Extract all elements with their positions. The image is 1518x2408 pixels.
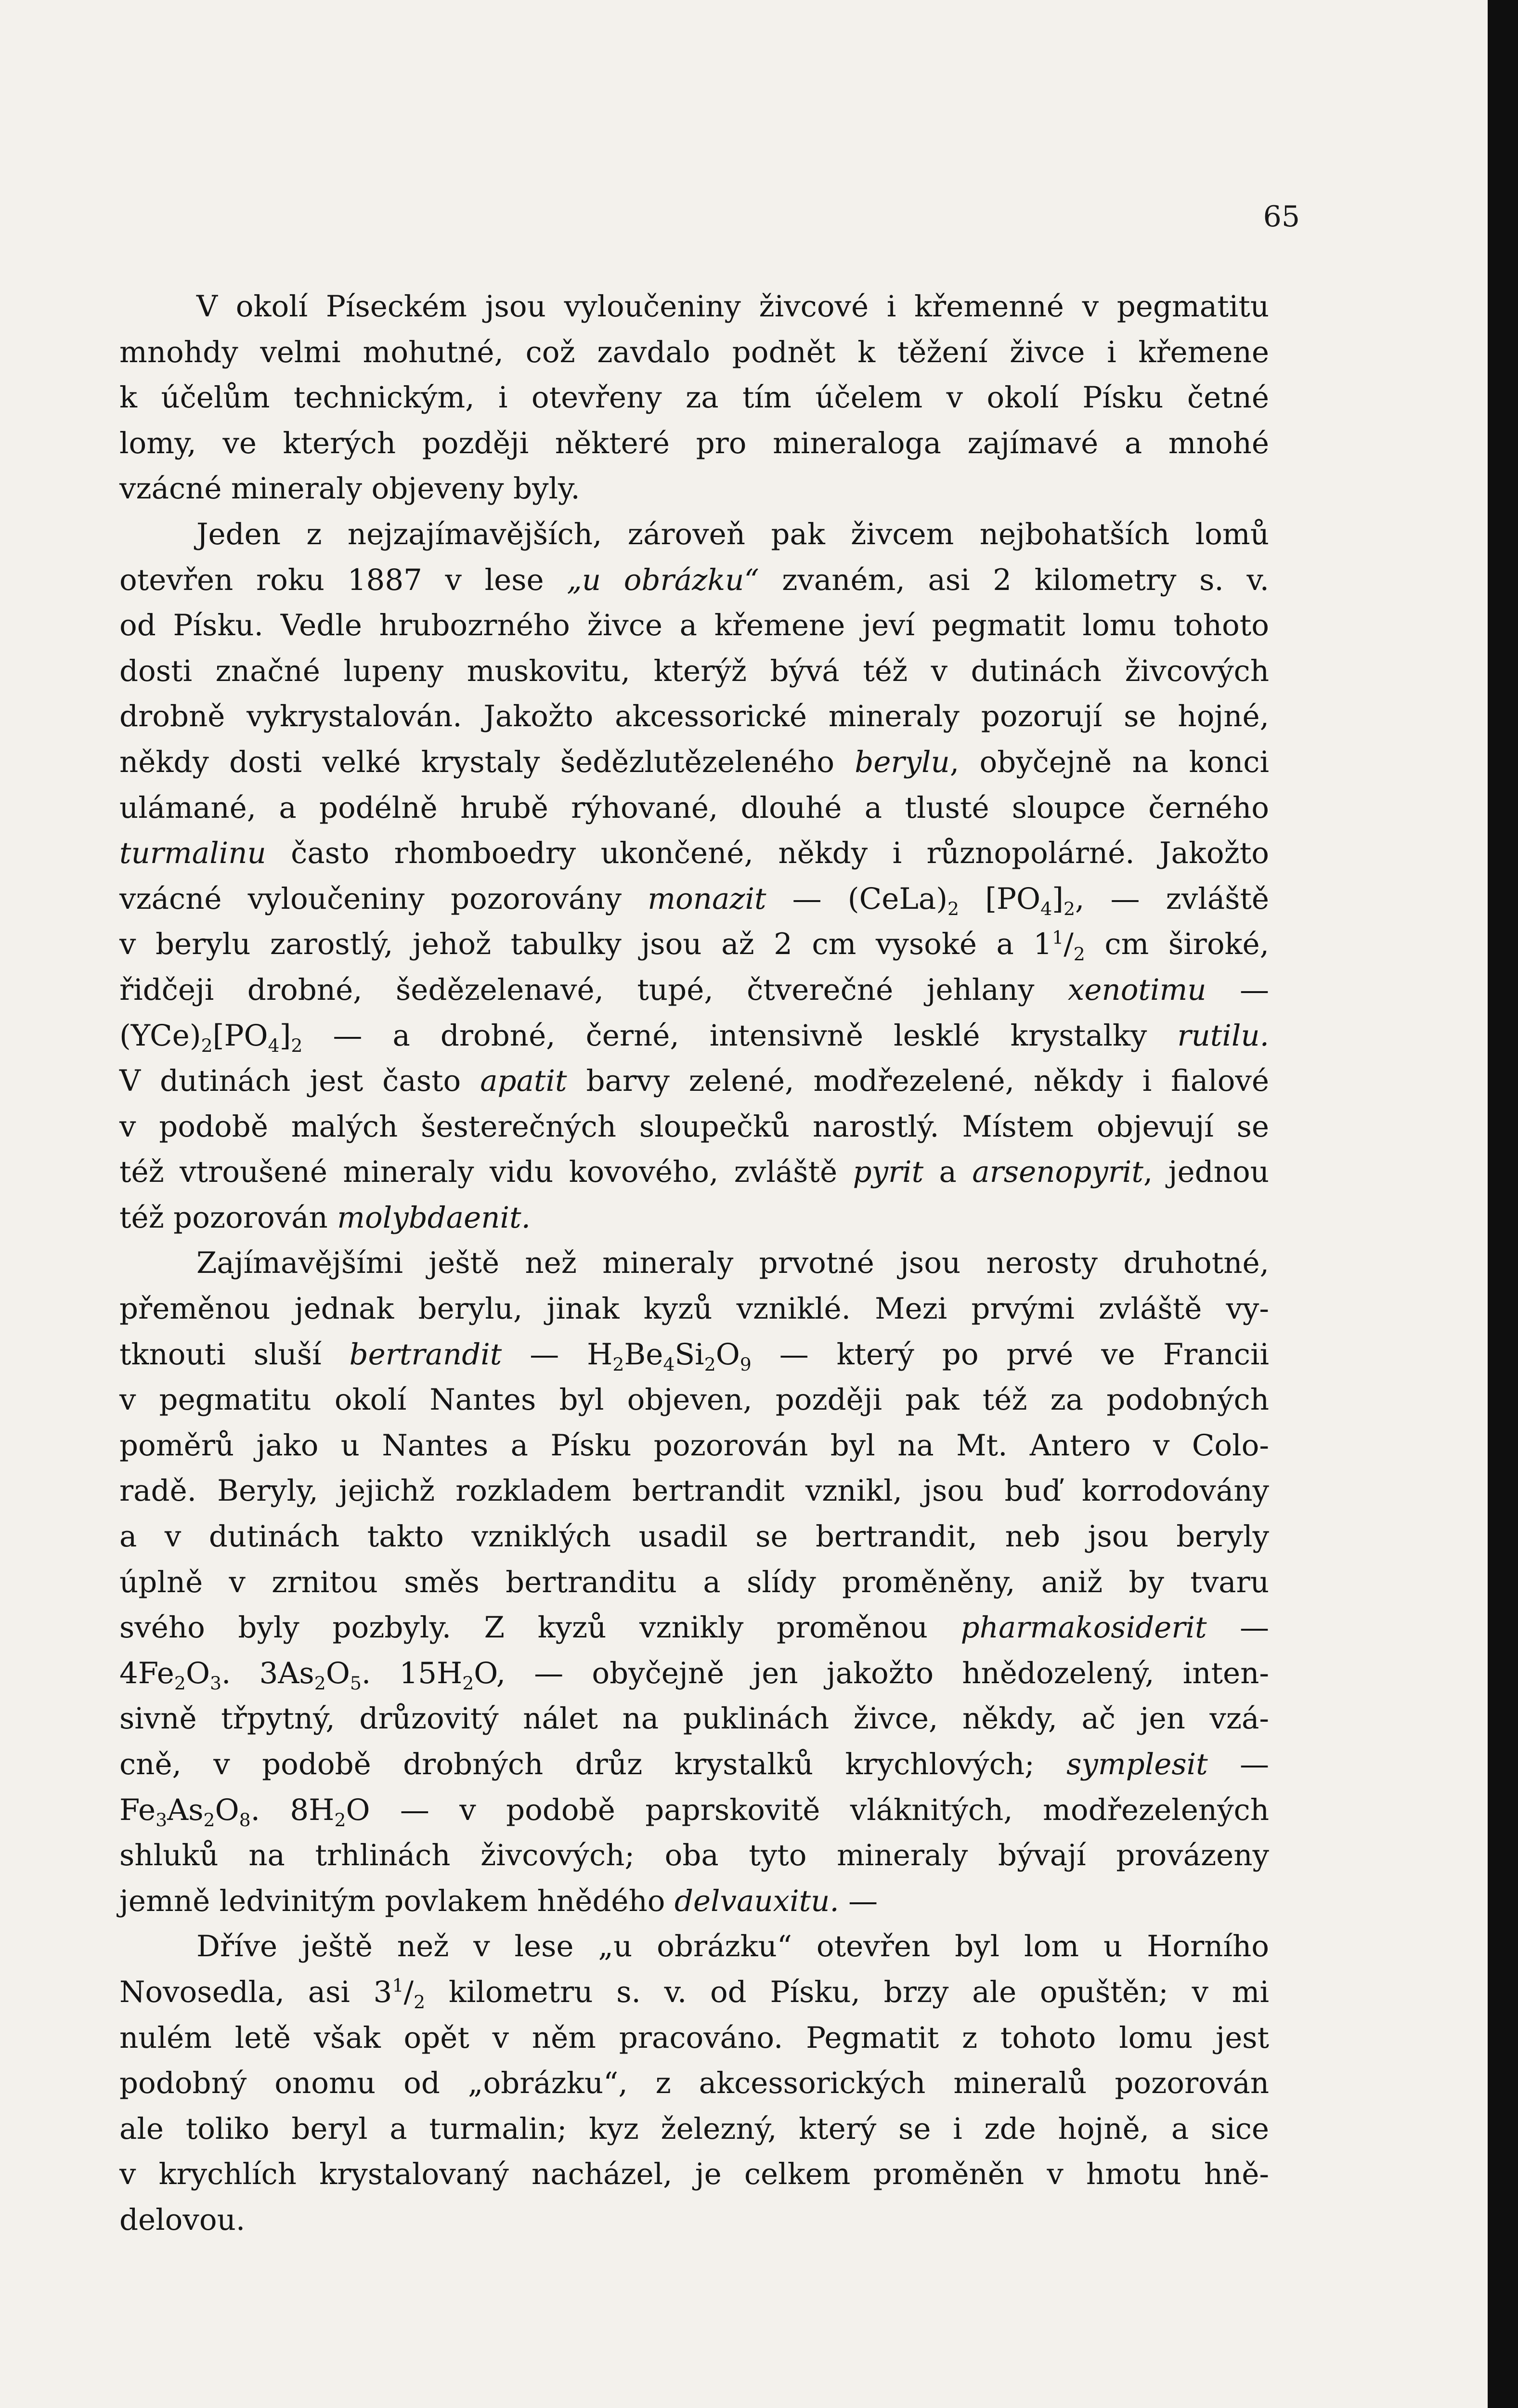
text-line bbox=[119, 1468, 1269, 1514]
text-run: též vtroušené mineraly vidu kovového, zvláště bbox=[119, 1155, 853, 1190]
text-line bbox=[119, 2061, 1269, 2107]
text-line bbox=[119, 694, 1269, 740]
text-run: od Písku. Vedle hrubozrného živce a křemene jeví pegmatit lomu tohoto bbox=[119, 608, 1269, 643]
text-line bbox=[119, 375, 1269, 421]
text-run: V dutinách jest často bbox=[119, 1064, 480, 1099]
subscript: 2 bbox=[947, 898, 960, 919]
subscript: 4 bbox=[663, 1353, 675, 1375]
text-run: Novosedla, asi 3 bbox=[119, 1975, 392, 2009]
subscript: 2 bbox=[174, 1673, 186, 1694]
text-line bbox=[119, 2198, 1269, 2243]
text-run: — který po prvé ve Francii bbox=[751, 1337, 1269, 1372]
italic-term: „u obrázku“ bbox=[567, 563, 759, 597]
subscript: 2 bbox=[291, 1034, 303, 1056]
text-run: často rhomboedry ukončené, někdy i různopolárné. Jakožto bbox=[266, 836, 1269, 871]
text-run: v podobě malých šesterečných sloupečků narostlý. Místem objevují se bbox=[119, 1109, 1269, 1144]
italic-term: molybdaenit. bbox=[337, 1200, 531, 1235]
text-run: též pozorován bbox=[119, 1200, 337, 1235]
text-run: řidčeji drobné, šedězelenavé, tupé, čtverečné jehlany bbox=[119, 972, 1068, 1007]
italic-term: apatit bbox=[480, 1064, 567, 1099]
subscript: 4 bbox=[1040, 898, 1052, 919]
body-text bbox=[119, 284, 1269, 2243]
text-run: lomy, ve kterých později některé pro mineraloga zajímavé a mnohé bbox=[119, 426, 1269, 460]
text-line bbox=[119, 740, 1269, 785]
text-run: ] bbox=[1052, 881, 1064, 916]
text-run: — bbox=[1207, 1610, 1269, 1645]
text-line bbox=[119, 1332, 1269, 1378]
text-run: — H bbox=[502, 1337, 613, 1372]
text-run: / bbox=[1064, 927, 1074, 962]
text-run: přeměnou jednak berylu, jinak kyzů vzniklé. Mezi prvými zvláště vy- bbox=[119, 1292, 1269, 1326]
text-line bbox=[119, 877, 1269, 922]
text-line bbox=[119, 1059, 1269, 1104]
italic-term: bertrandit bbox=[349, 1337, 502, 1372]
subscript: 4 bbox=[268, 1034, 280, 1056]
text-run: Jeden z nejzajímavějších, zároveň pak živcem nejbohatších lomů bbox=[196, 517, 1269, 551]
text-run: — a drobné, černé, intensivně lesklé krystalky bbox=[302, 1018, 1178, 1053]
subscript: 2 bbox=[704, 1353, 716, 1375]
text-run: dosti značné lupeny muskovitu, kterýž bývá též v dutinách živcových bbox=[119, 654, 1269, 688]
text-run: , obyčejně na konci bbox=[949, 745, 1269, 779]
text-run: a bbox=[923, 1155, 973, 1190]
text-run: — bbox=[839, 1884, 878, 1918]
text-line bbox=[119, 330, 1269, 376]
text-run: v pegmatitu okolí Nantes byl objeven, později pak též za podobných bbox=[119, 1383, 1269, 1417]
text-run: ulámané, a podélně hrubě rýhované, dlouhé a tlusté sloupce černého bbox=[119, 790, 1269, 825]
italic-term: delvauxitu. bbox=[674, 1884, 839, 1918]
subscript: 2 bbox=[414, 1991, 426, 2013]
text-line bbox=[119, 1514, 1269, 1560]
text-line bbox=[119, 2015, 1269, 2061]
text-run: [PO bbox=[959, 881, 1041, 916]
text-line bbox=[119, 421, 1269, 467]
subscript: 2 bbox=[1063, 898, 1075, 919]
text-run: drobně vykrystalován. Jakožto akcessorické mineraly pozorují se hojné, bbox=[119, 699, 1269, 734]
subscript: 2 bbox=[203, 1809, 215, 1831]
text-run: barvy zelené, modřezelené, někdy i fialové bbox=[567, 1064, 1269, 1099]
italic-term: xenotimu bbox=[1067, 972, 1207, 1007]
text-run: sivně třpytný, drůzovitý nálet na puklinách živce, někdy, ač jen vzá- bbox=[119, 1701, 1269, 1736]
text-line bbox=[119, 1651, 1269, 1697]
subscript: 2 bbox=[334, 1809, 346, 1831]
text-run: cně, v podobě drobných drůz krystalků krychlových; bbox=[119, 1747, 1067, 1781]
text-line bbox=[119, 649, 1269, 694]
italic-term: monazit bbox=[648, 881, 766, 916]
text-run: svého byly pozbyly. Z kyzů vznikly proměnou bbox=[119, 1610, 961, 1645]
text-run: / bbox=[403, 1975, 414, 2009]
text-line bbox=[119, 512, 1269, 558]
text-line bbox=[119, 558, 1269, 603]
text-run: O, — obyčejně jen jakožto hnědozelený, inten- bbox=[474, 1656, 1269, 1690]
text-run: podobný onomu od „obrázku“, z akcessorických mineralů pozorován bbox=[119, 2066, 1269, 2101]
subscript: 2 bbox=[1073, 943, 1085, 965]
text-line bbox=[119, 284, 1269, 330]
text-line bbox=[119, 1788, 1269, 1833]
text-run: kilometru s. v. od Písku, brzy ale opuštěn; v mi bbox=[425, 1975, 1269, 2009]
text-line bbox=[119, 2107, 1269, 2152]
text-line bbox=[119, 785, 1269, 831]
text-run: poměrů jako u Nantes a Písku pozorován byl na Mt. Antero v Colo- bbox=[119, 1428, 1269, 1463]
text-line bbox=[119, 1241, 1269, 1286]
text-run: — bbox=[1206, 972, 1269, 1007]
text-run: mnohdy velmi mohutné, což zavdalo podnět k těžení živce i křemene bbox=[119, 335, 1269, 369]
subscript: 9 bbox=[740, 1353, 752, 1375]
subscript: 5 bbox=[350, 1673, 362, 1694]
italic-term: pharmakosiderit bbox=[960, 1610, 1207, 1645]
text-run: — (CeLa) bbox=[766, 881, 948, 916]
subscript: 2 bbox=[462, 1673, 474, 1694]
text-run: nulém letě však opět v něm pracováno. Pegmatit z tohoto lomu jest bbox=[119, 2020, 1269, 2055]
text-run: v krychlích krystalovaný nacházel, je celkem proměněn v hmotu hně- bbox=[119, 2157, 1269, 2192]
text-line bbox=[119, 1195, 1269, 1241]
text-line bbox=[119, 1879, 1269, 1924]
text-run: . 15H bbox=[361, 1656, 463, 1690]
text-line bbox=[119, 1742, 1269, 1788]
subscript: 3 bbox=[209, 1673, 222, 1694]
text-run: [PO bbox=[212, 1018, 268, 1053]
text-run: vzácné vyloučeniny pozorovány bbox=[119, 881, 648, 916]
text-run: Be bbox=[624, 1337, 663, 1372]
italic-term: rutilu. bbox=[1177, 1018, 1269, 1053]
text-run: shluků na trhlinách živcových; oba tyto mineraly bývají provázeny bbox=[119, 1838, 1269, 1873]
text-run: As bbox=[167, 1793, 204, 1827]
italic-term: arsenopyrit bbox=[972, 1155, 1143, 1190]
text-run: 4Fe bbox=[119, 1656, 174, 1690]
subscript: 2 bbox=[612, 1353, 624, 1375]
superscript: 1 bbox=[392, 1975, 404, 1996]
text-run: tknouti sluší bbox=[119, 1337, 350, 1372]
text-run: (YCe) bbox=[119, 1018, 201, 1053]
subscript: 2 bbox=[314, 1673, 326, 1694]
text-line bbox=[119, 466, 1269, 512]
text-line bbox=[119, 1150, 1269, 1195]
text-run: , — zvláště bbox=[1075, 881, 1269, 916]
italic-term: symplesit bbox=[1066, 1747, 1208, 1781]
text-run: v berylu zarostlý, jehož tabulky jsou až 2 cm vysoké a 1 bbox=[119, 927, 1052, 962]
text-run: ] bbox=[279, 1018, 291, 1053]
text-line bbox=[119, 1605, 1269, 1651]
text-run: zvaném, asi 2 kilometry s. v. bbox=[759, 563, 1270, 597]
text-run: O bbox=[185, 1656, 210, 1690]
text-run: , jednou bbox=[1143, 1155, 1269, 1190]
italic-term: turmalinu bbox=[119, 836, 266, 871]
text-run: O bbox=[215, 1793, 239, 1827]
superscript: 1 bbox=[1052, 927, 1064, 948]
text-line bbox=[119, 1696, 1269, 1742]
text-line bbox=[119, 2152, 1269, 2198]
text-run: . 8H bbox=[250, 1793, 335, 1827]
text-run: vzácné mineraly objeveny byly. bbox=[119, 471, 580, 506]
text-run: Fe bbox=[119, 1793, 156, 1827]
text-line bbox=[119, 922, 1269, 968]
text-run: někdy dosti velké krystaly šedězlutězeleného bbox=[119, 745, 855, 779]
subscript: 2 bbox=[201, 1034, 213, 1056]
text-run: jemně ledvinitým povlakem hnědého bbox=[119, 1884, 675, 1918]
italic-term: pyrit bbox=[853, 1155, 924, 1190]
subscript: 3 bbox=[156, 1809, 168, 1831]
text-run: k účelům technickým, i otevřeny za tím účelem v okolí Písku četné bbox=[119, 380, 1269, 415]
text-line bbox=[119, 1104, 1269, 1150]
text-line bbox=[119, 1560, 1269, 1606]
text-run: Dříve ještě než v lese „u obrázku“ otevřen byl lom u Horního bbox=[196, 1929, 1269, 1964]
text-line bbox=[119, 1013, 1269, 1059]
text-run: Si bbox=[675, 1337, 704, 1372]
text-run: ale toliko beryl a turmalin; kyz železný, který se i zde hojně, a sice bbox=[119, 2111, 1269, 2146]
text-line bbox=[119, 1924, 1269, 1970]
text-run: radě. Beryly, jejichž rozkladem bertrandit vznikl, jsou buď korrodovány bbox=[119, 1474, 1269, 1508]
text-line bbox=[119, 603, 1269, 649]
text-run: O — v podobě paprskovitě vláknitých, modřezelených bbox=[346, 1793, 1269, 1827]
text-run: — bbox=[1207, 1747, 1270, 1781]
text-line bbox=[119, 1377, 1269, 1423]
text-run: Zajímavějšími ještě než mineraly prvotné jsou nerosty druhotné, bbox=[196, 1246, 1269, 1281]
subscript: 8 bbox=[239, 1809, 251, 1831]
text-run: O bbox=[715, 1337, 740, 1372]
text-run: úplně v zrnitou směs bertranditu a slídy proměněny, aniž by tvaru bbox=[119, 1565, 1269, 1599]
text-line bbox=[119, 1970, 1269, 2015]
text-line bbox=[119, 831, 1269, 877]
page-number: 65 bbox=[1263, 200, 1300, 234]
text-line bbox=[119, 968, 1269, 1013]
text-line bbox=[119, 1833, 1269, 1879]
italic-term: berylu bbox=[855, 745, 950, 779]
text-line bbox=[119, 1286, 1269, 1332]
text-run: V okolí Píseckém jsou vyloučeniny živcové i křemenné v pegmatitu bbox=[196, 289, 1269, 324]
text-run: delovou. bbox=[119, 2202, 246, 2237]
text-run: otevřen roku 1887 v lese bbox=[119, 563, 567, 597]
text-run: . 3As bbox=[221, 1656, 314, 1690]
text-run: cm široké, bbox=[1085, 927, 1269, 962]
text-run: a v dutinách takto vzniklých usadil se bertrandit, neb jsou beryly bbox=[119, 1519, 1269, 1554]
text-run: O bbox=[325, 1656, 350, 1690]
text-line bbox=[119, 1423, 1269, 1469]
